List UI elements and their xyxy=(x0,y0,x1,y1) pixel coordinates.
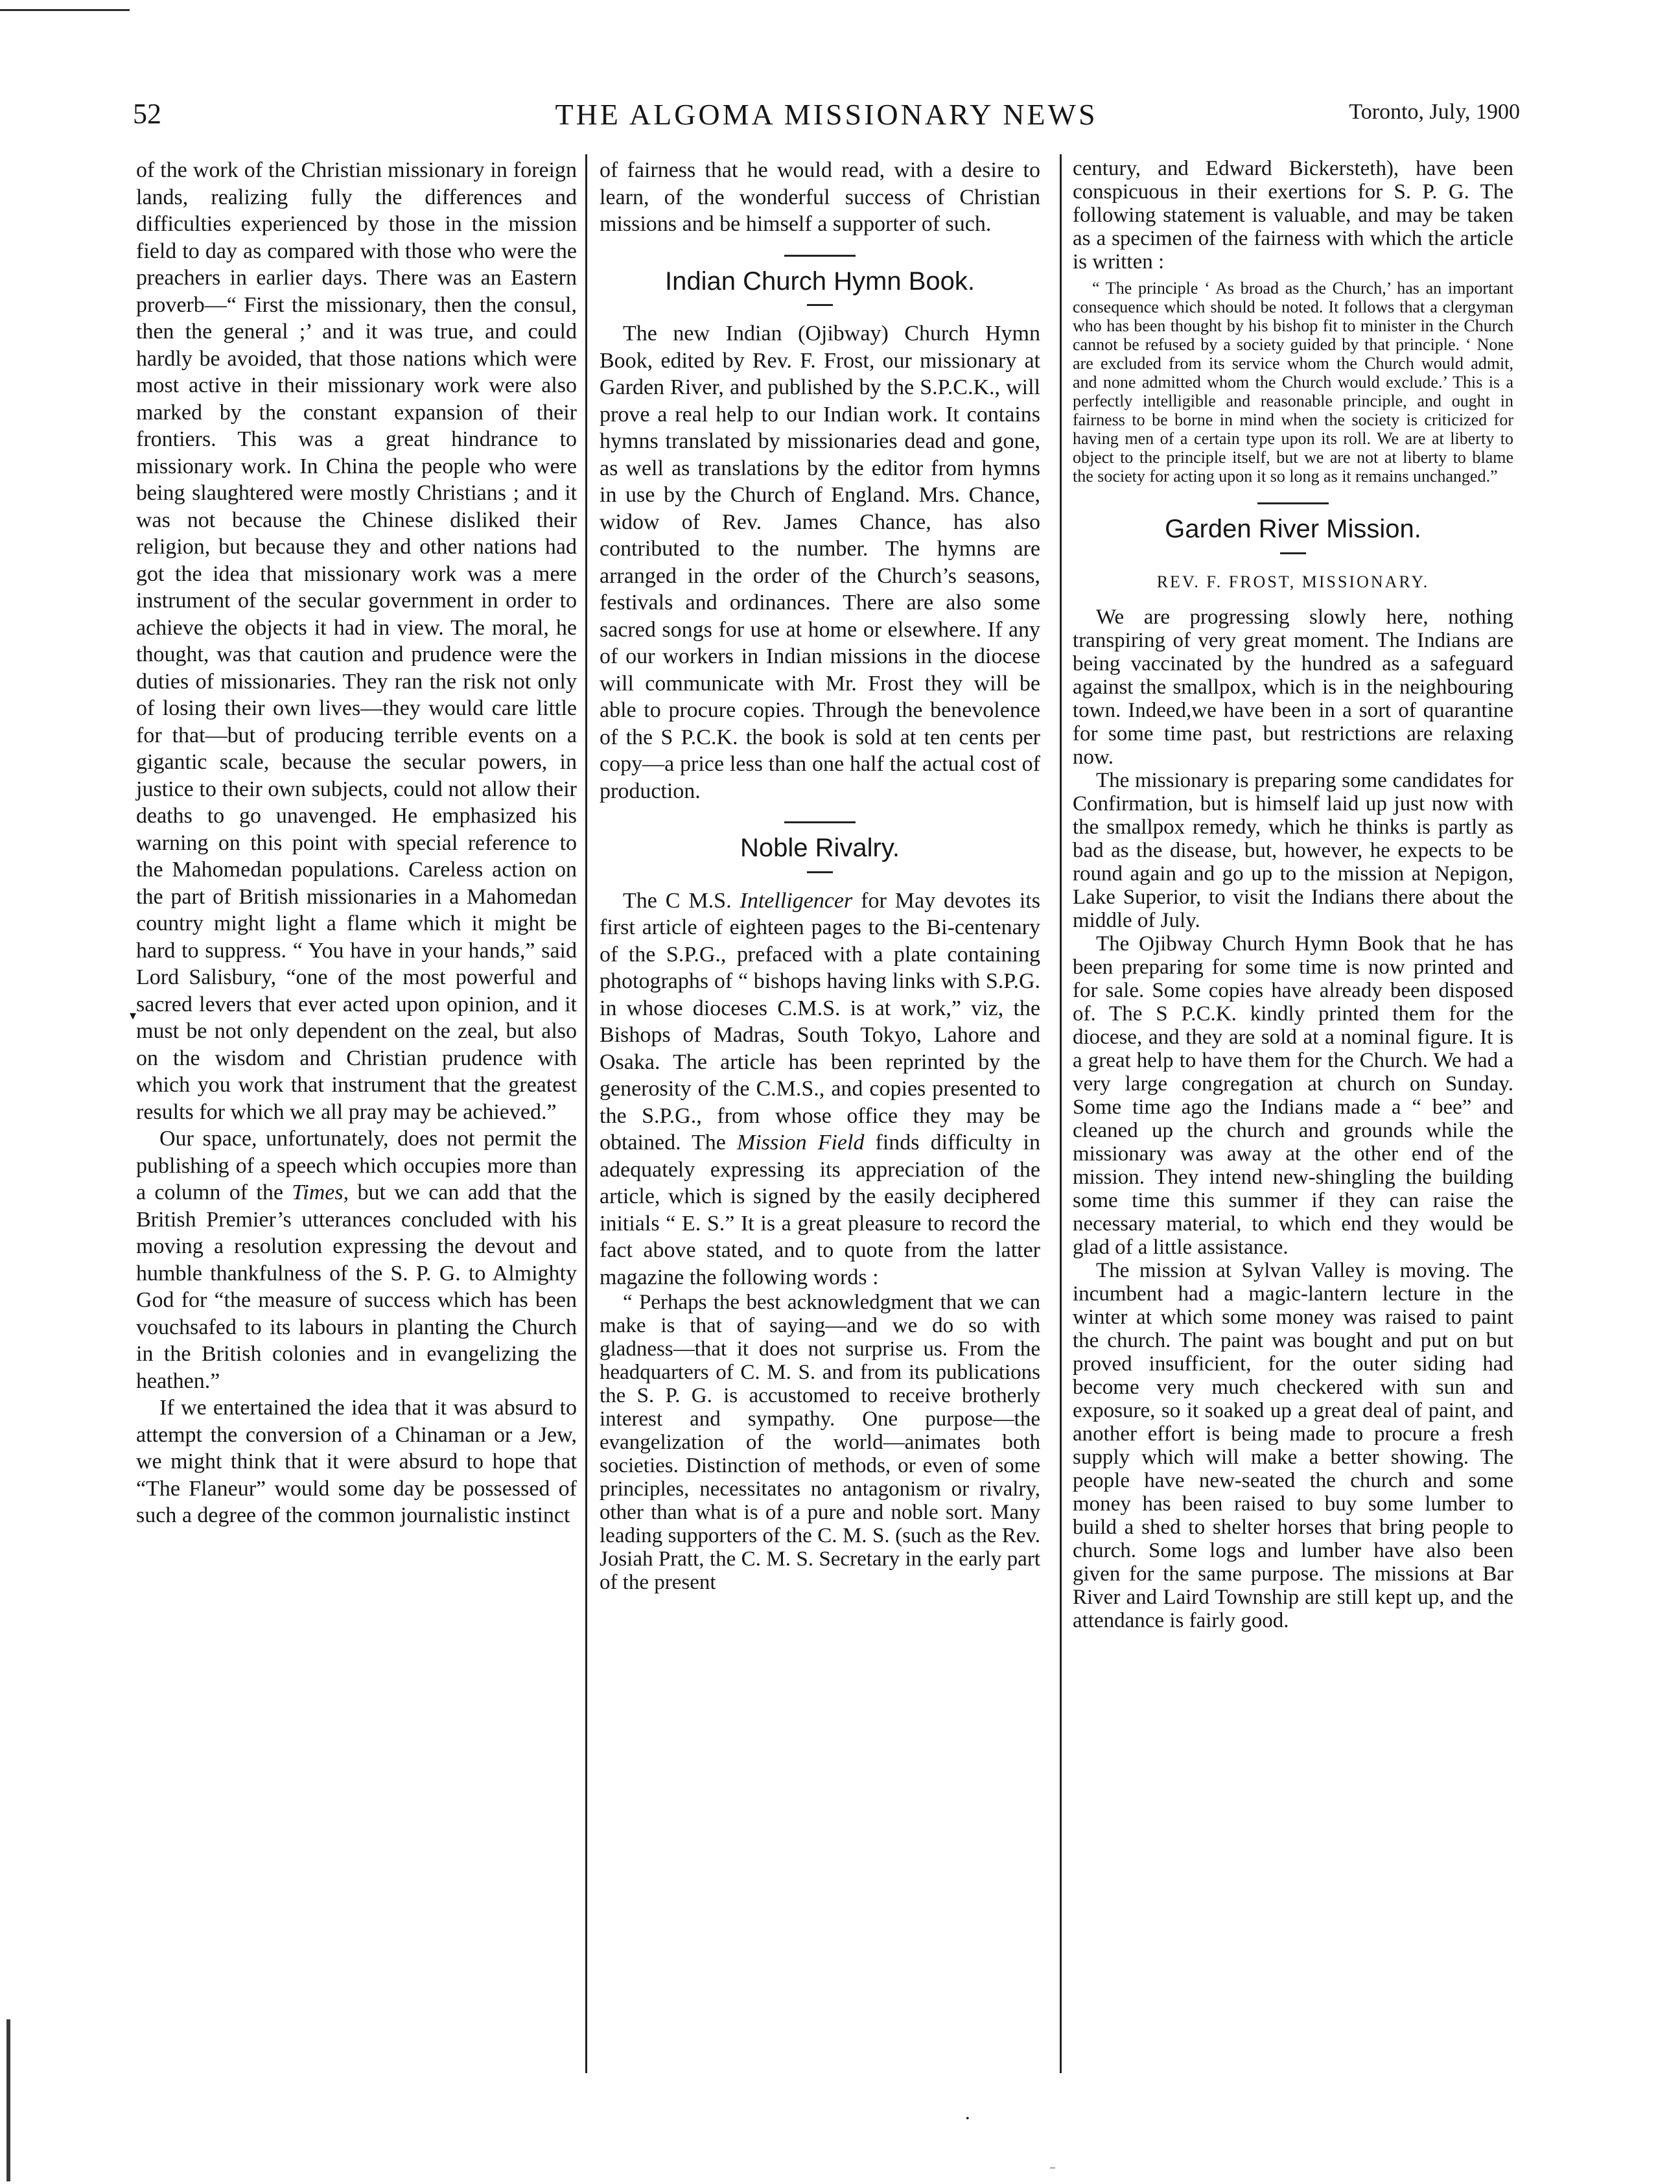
article-paragraph xyxy=(136,1125,577,1394)
article-paragraph: of fairness that he would read, with a desire to learn, of the wonderful success of Christian missions and be himself a supporter of such. xyxy=(600,158,1040,236)
section-separator xyxy=(784,255,856,257)
text-run: but we can add that the British Premier’s utterances concluded with his moving a resolution expressing the devout and humble thankfulness of the S. P. G. to Almighty God for “the measure of success which has been vouchsafed to its labours in planting the Church in the British colonies and in evangelizing the heathen.” xyxy=(136,1180,577,1393)
heading-dash xyxy=(1280,552,1306,554)
article-paragraph: of the work of the Christian missionary in foreign lands, realizing fully the differences and difficulties experienced by those in the mission field to day as compared with those who were the preachers in earlier days. There was an Eastern proverb—“ First the missionary, then the consul, then the general ;’ and it was true, and could hardly be avoided, that those nations which were most active in their missionary work were also marked by the constant expansion of their frontiers. This was a great hindrance to missionary work. In China the people who were being slaughtered were mostly Christians ; and it was not because the Chinese disliked their religion, but because they and other nations had got the idea that missionary work was a mere instrument of the secular government in order to achieve the objects it had in view. The moral, he thought, was that caution and prudence were the duties of missionaries. They ran the risk not only of losing their own lives—they would care little for that—but of producing terrible events on a gigantic scale, because the secular powers, in justice to their own subjects, could not allow their deaths to go unavenged. He emphasized his warning on this point with special reference to the Mahomedan populations. Careless action on the part of British missionaries in a Mahomedan country might light a flame which it might be hard to suppress. “ You have in your hands,” said Lord Salisbury, “one of the most powerful and sacred levers that ever acted upon opinion, and it must be not only dependent on the zeal, but also on the wisdom and Christian prudence with which you work that instrument that the greatest results for which we all pray may be achieved.” xyxy=(136,158,577,1124)
text-run: The C M.S. xyxy=(623,888,740,913)
italic-title: Intelligencer xyxy=(740,888,853,913)
section-separator xyxy=(784,821,856,823)
text-run: Our space, unfortunately, does not permit the publishing of a speech which occupies more than a column of the xyxy=(136,1127,577,1204)
scan-edge-mark xyxy=(6,2019,10,2181)
section-heading: Garden River Mission. xyxy=(1165,515,1421,543)
article-paragraph: century, and Edward Bickersteth), have been conspicuous in their exertions for S. P. G. The following statement is valuable, and may be taken as a specimen of the fairness with which the article is written : xyxy=(1073,157,1513,274)
page-number: 52 xyxy=(133,98,161,130)
section-separator xyxy=(1257,502,1329,504)
column-divider xyxy=(1060,154,1062,2073)
text-run: for May devotes its first article of eighteen pages to the Bi-centenary of the S.P.G., prefaced with a plate containing photographs of “ bishops having links with S.P.G. in whose dioceses C.M.S. is at work,” viz, the Bishops of Madras, South Tokyo, Lahore and Osaka. The article has been reprinted by the generosity of the C.M.S., and copies presented to the S.P.G., from whose office they may be obtained. The xyxy=(600,888,1040,1155)
print-speck: • xyxy=(966,2113,970,2124)
issue-date: Toronto, July, 1900 xyxy=(1349,100,1520,124)
top-rule xyxy=(0,9,130,11)
article-paragraph: The Ojibway Church Hymn Book that he has been preparing for some time is now printed and for sale. Some copies have already been disposed of. The S P.C.K. kindly printed them for the diocese, and they are sold at a nominal figure. It is a great help to have them for the Church. We had a very large congregation at church on Sunday. Some time ago the Indians made a “ bee” and cleaned up the church and grounds while the missionary was away at the other end of the mission. They intend new-shingling the building some time this summer if they can raise the necessary material, to which end they would be glad of a little assistance. xyxy=(1073,932,1513,1259)
italic-title: Mission Field xyxy=(736,1131,865,1155)
section-heading: Indian Church Hymn Book. xyxy=(664,266,975,296)
column-2 xyxy=(600,157,1040,1594)
page-header xyxy=(133,97,1520,143)
quoted-passage: “ The principle ‘ As broad as the Church,’ has an important consequence which should be noted. It follows that a clergyman who has been thought by his bishop fit to minister in the Church cannot be refused by a society guided by that principle. ‘ None are excluded from its service whom the Church would admit, and none admitted whom the Church would exclude.’ This is a perfectly intelligible and reasonable principle, and ought in fairness to be borne in mind when the society is criticized for having men of a certain type upon its roll. We are at liberty to object to the principle itself, but we are not at liberty to blame the society for acting upon it so long as it remains unchanged.” xyxy=(1073,279,1513,486)
column-divider xyxy=(585,154,587,2073)
article-paragraph: The new Indian (Ojibway) Church Hymn Book, edited by Rev. F. Frost, our missionary at Garden River, and published by the S.P.C.K., will prove a real help to our Indian work. It contains hymns translated by missionaries dead and gone, as well as translations by the editor from hymns in use by the Church of England. Mrs. Chance, widow of Rev. James Chance, has also contributed to the number. The hymns are arranged in the order of the Church’s seasons, festivals and ordinances. There are also some sacred songs for use at home or elsewhere. If any of our workers in Indian missions in the diocese will communicate with Mr. Frost they will be able to procure copies. Through the benevolence of the S P.C.K. the book is sold at ten cents per copy—a price less than one half the actual cost of production. xyxy=(600,322,1040,803)
margin-mark: ▾ xyxy=(130,1009,137,1023)
article-paragraph: The mission at Sylvan Valley is moving. The incumbent had a magic-lantern lecture in the winter at which some money was raised to paint the church. The paint was bought and put on but proved insufficient, for the outer siding had become very much checkered with sun and exposure, so it soaked up a great deal of paint, and another effort is being made to procure a fresh supply which will make a better showing. The people have new-seated the church and some money has been raised to buy some lumber to build a shed to shelter horses that bring people to church. Some logs and lumber have also been given for the same purpose. The missions at Bar River and Laird Township are still kept up, and the attendance is fairly good. xyxy=(1073,1259,1513,1632)
journal-title: THE ALGOMA MISSIONARY NEWS xyxy=(555,98,1098,131)
article-paragraph: If we entertained the idea that it was absurd to attempt the conversion of a Chinaman or a Jew, we might think that it were absurd to hope that “The Flaneur” would some day be possessed of such a degree of the common journalistic instinct xyxy=(136,1396,577,1527)
print-speck: – xyxy=(1050,2162,1055,2173)
heading-dash xyxy=(807,304,833,306)
italic-title: Times, xyxy=(292,1180,349,1204)
column-1 xyxy=(136,157,577,1529)
quoted-passage: “ Perhaps the best acknowledgment that we can make is that of saying—and we do so with gladness—that it does not surprise us. From the headquarters of C. M. S. and from its publications the S. P. G. is accustomed to receive brotherly interest and sympathy. One purpose—the evangelization of the world—animates both societies. Distinction of methods, or even of some principles, necessitates no antagonism or rivalry, other than what is of a pure and noble sort. Many leading supporters of the C. M. S. (such as the Rev. Josiah Pratt, the C. M. S. Secretary in the early part of the present xyxy=(600,1291,1040,1594)
byline: REV. F. FROST, MISSIONARY. xyxy=(1156,572,1430,591)
article-paragraph: The missionary is preparing some candidates for Confirmation, but is himself laid up just now with the smallpox remedy, which he thinks is partly as bad as the disease, but, however, he expects to be round again and go up to the mission at Nepigon, Lake Superior, to visit the Indians there about the middle of July. xyxy=(1073,769,1513,932)
column-3 xyxy=(1073,157,1513,1632)
article-paragraph: We are progressing slowly here, nothing transpiring of very great moment. The Indians are being vaccinated by the hundred as a safeguard against the smallpox, which is in the neighbouring town. Indeed,we have been in a sort of quarantine for some time past, but restrictions are relaxing now. xyxy=(1073,605,1513,769)
section-heading: Noble Rivalry. xyxy=(740,834,900,862)
text-run: finds difficulty in adequately expressing its appreciation of the article, which is signed by the easily deciphered initials “ E. S.” It is a great pleasure to record the fact above stated, and to quote from the latter magazine the following words : xyxy=(600,1131,1040,1289)
article-paragraph xyxy=(600,887,1040,1291)
heading-dash xyxy=(807,871,833,873)
